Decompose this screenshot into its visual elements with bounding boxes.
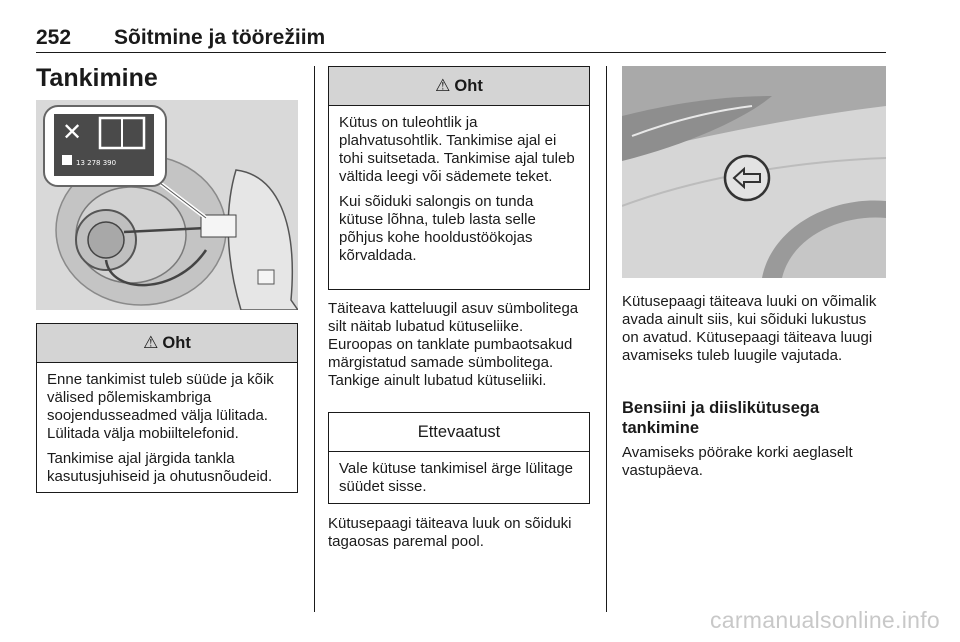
flap-location-text: Kütusepaagi täiteava luuk on sõiduki tagaosas paremal pool.	[328, 515, 572, 550]
warning-header	[329, 67, 589, 106]
svg-text:✕: ✕	[62, 118, 83, 146]
warning-paragraph: Kütus on tuleohtlik ja plahvatusohtlik. Tankimise ajal ei tohi suitsetada. Tankimise ajal tuleb vältida leegi või sädemete teket.	[339, 114, 575, 185]
warning-paragraph: Enne tankimist tuleb süüde ja kõik välised põlemiskambriga soojendusseadmed välja lülitada. Lülitada välja mobiiltelefonid.	[47, 371, 274, 442]
cap-opening-text: Avamiseks pöörake korki aeglaselt vastupäeva.	[622, 444, 853, 479]
watermark: carmanualsonline.info	[709, 607, 940, 633]
subsection-title: Bensiini ja diislikütusega tankimine	[622, 399, 820, 437]
warning-paragraph: Kui sõiduki salongis on tunda kütuse lõhna, tuleb lasta selle põhjus kohe hooldustöökojas kõrvaldada.	[339, 193, 536, 264]
warning-box-danger-1	[36, 323, 298, 493]
page-header	[36, 26, 886, 53]
column-divider-left	[314, 66, 315, 612]
warning-triangle-icon: ⚠	[435, 76, 451, 95]
car-rear-illustration	[622, 66, 886, 278]
section-title: Tankimine	[36, 64, 158, 92]
page-number: 252	[36, 26, 72, 49]
warning-box-danger-2	[328, 66, 590, 290]
fuel-label-text: Täiteava katteluugil asuv sümbolitega silt näitab lubatud kütuseliike. Euroopas on tanklate pumbaotsakud märgistatud samade sümbolitega. Tankige ainult lubatud kütuseliiki.	[328, 300, 579, 389]
warning-heading: Oht	[454, 77, 483, 95]
warning-heading: Oht	[162, 334, 191, 352]
flap-opening-text: Kütusepaagi täiteava luuki on võimalik avada ainult siis, kui sõiduki lukustus on avatud. Kütusepaagi täiteava luugi avamiseks tuleb luugile vajutada.	[622, 293, 877, 364]
fuel-flap-figure	[36, 100, 298, 310]
caution-heading: Ettevaatust	[329, 413, 589, 452]
column-divider-right	[606, 66, 607, 612]
caution-box	[328, 412, 590, 504]
warning-header	[37, 324, 297, 363]
car-fuel-flap-figure	[622, 66, 886, 278]
label-code: 13 278 390	[76, 159, 117, 167]
warning-paragraph: Tankimise ajal järgida tankla kasutusjuhiseid ja ohutusnõudeid.	[47, 450, 273, 485]
fuel-flap-illustration	[36, 100, 298, 310]
caution-text: Vale kütuse tankimisel ärge lülitage süüdet sisse.	[339, 460, 574, 495]
warning-triangle-icon: ⚠	[143, 333, 159, 352]
chapter-title: Sõitmine ja töörežiim	[114, 26, 326, 49]
